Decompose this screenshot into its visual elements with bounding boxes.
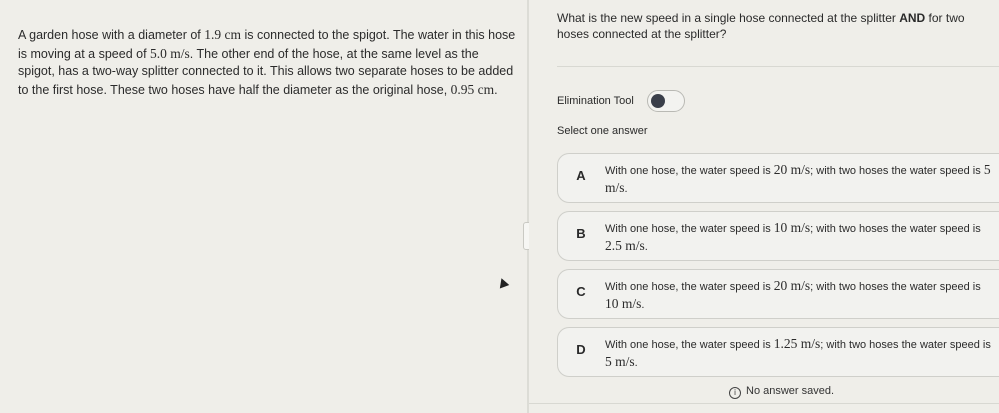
answer-option-c[interactable] <box>557 269 999 319</box>
answer-option-a[interactable] <box>557 153 999 203</box>
option-text-part: . <box>634 356 638 369</box>
option-text-part: ; with two hoses the water speed is <box>810 165 984 177</box>
option-text <box>605 220 995 255</box>
option-text <box>605 278 995 313</box>
option-text-part: . <box>641 298 645 311</box>
option-value: 2.5 m/s <box>605 237 645 253</box>
question-part: for two hoses connected at the splitter? <box>557 11 965 41</box>
option-value: 1.25 m/s <box>773 336 821 351</box>
passage-math: 0.95 cm <box>450 81 495 97</box>
select-one-answer-label: Select one answer <box>557 125 648 137</box>
option-text-part: ; with two hoses the water speed is <box>820 339 991 351</box>
option-text-part: ; with two hoses the water speed is <box>810 281 981 293</box>
elimination-tool-toggle[interactable] <box>647 90 685 112</box>
mouse-cursor-icon <box>497 277 509 289</box>
answer-status <box>729 385 834 399</box>
option-letter: B <box>576 226 586 241</box>
option-text-part: With one hose, the water speed is <box>605 223 774 235</box>
option-text-part: With one hose, the water speed is <box>605 281 774 293</box>
option-text <box>605 336 995 371</box>
info-icon: i <box>729 387 741 399</box>
passage-math: 1.9 cm <box>204 27 241 42</box>
option-text-part: With one hose, the water speed is <box>605 339 774 351</box>
passage-text <box>18 26 518 99</box>
answer-option-b[interactable] <box>557 211 999 261</box>
option-text-part: . <box>644 240 648 253</box>
question-divider <box>557 66 999 67</box>
option-letter: D <box>576 342 586 357</box>
option-letter: A <box>576 168 586 183</box>
question-stem <box>557 10 987 42</box>
option-text <box>605 162 995 197</box>
option-value: 5 m/s <box>605 353 635 369</box>
option-text-part: . <box>624 182 628 195</box>
option-text-part: With one hose, the water speed is <box>605 165 774 177</box>
passage-math: 5.0 m/s <box>150 45 190 61</box>
option-value: 20 m/s <box>773 278 811 293</box>
answer-option-d[interactable] <box>557 327 999 377</box>
question-part: What is the new speed in a single hose connected at the splitter <box>557 11 900 25</box>
passage-segment: . The other end of the hose, at the same level as the spigot, has a two-way splitter connected to it. This allows two separate hoses to be added to the first hose. These two hoses have half the diameter as the original hose, <box>18 46 514 97</box>
passage-segment: A garden hose with a diameter of <box>18 28 205 42</box>
option-value: 10 m/s <box>605 295 642 311</box>
question-emphasis: AND <box>899 11 926 25</box>
option-letter: C <box>576 284 586 299</box>
elimination-tool-label: Elimination Tool <box>557 95 634 107</box>
question-pane <box>529 0 999 413</box>
footer-divider <box>529 403 999 404</box>
option-text-part: ; with two hoses the water speed is <box>810 223 981 235</box>
option-value: 5 m/s <box>605 162 991 195</box>
toggle-knob <box>651 94 665 108</box>
option-value: 10 m/s <box>773 220 811 235</box>
status-text: No answer saved. <box>746 385 835 397</box>
passage-segment: . <box>494 82 498 97</box>
option-value: 20 m/s <box>773 162 811 177</box>
passage-segment: is connected to the spigot. The water in this hose is moving at a speed of <box>18 28 516 61</box>
